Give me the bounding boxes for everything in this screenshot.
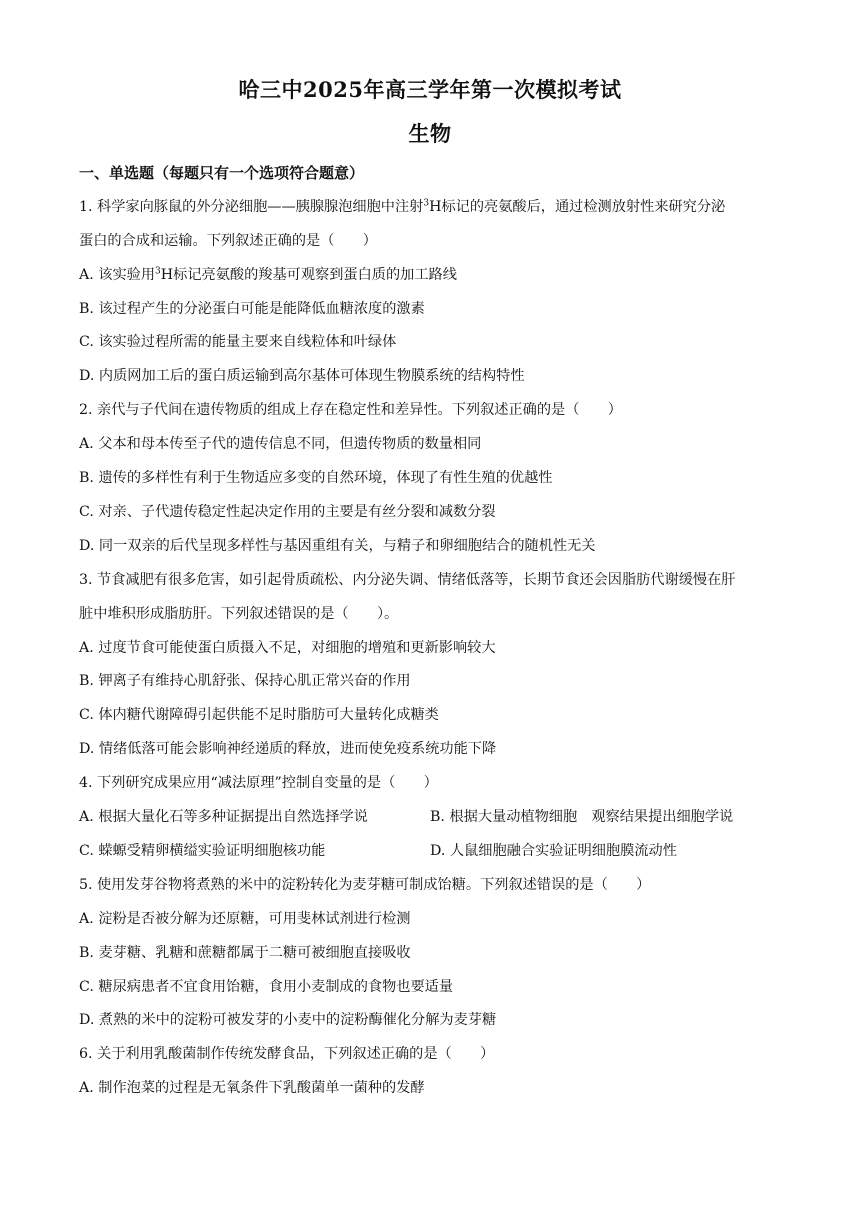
subject-title: 生物 [408, 121, 452, 146]
question-1-option-d: D. 内质网加工后的蛋白质运输到高尔基体可体现生物膜系统的结构特性 [79, 368, 525, 384]
question-2-option-c: C. 对亲、子代遗传稳定性起决定作用的主要是有丝分裂和减数分裂 [79, 504, 496, 520]
question-2-stem: 2. 亲代与子代间在遗传物质的组成上存在稳定性和差异性。下列叙述正确的是（ ） [79, 402, 622, 418]
question-3-option-d: D. 情绪低落可能会影响神经递质的释放，进而使免疫系统功能下降 [79, 741, 497, 757]
question-6-option-a: A. 制作泡菜的过程是无氧条件下乳酸菌单一菌种的发酵 [79, 1080, 425, 1096]
section-heading: 一、单选题（每题只有一个选项符合题意） [79, 164, 365, 182]
exam-title: 哈三中2025年高三学年第一次模拟考试 [238, 77, 622, 102]
question-1-option-a: A. 该实验用$^3$H标记亮氨酸的羧基可观察到蛋白质的加工路线 [79, 266, 457, 283]
question-4-options-row-1 [79, 807, 779, 827]
question-3-stem-line-2: 脏中堆积形成脂肪肝。下列叙述错误的是（ ）。 [79, 606, 399, 622]
question-2-option-d: D. 同一双亲的后代呈现多样性与基因重组有关，与精子和卵细胞结合的随机性无关 [79, 538, 596, 554]
question-6-stem: 6. 关于利用乳酸菌制作传统发酵食品，下列叙述正确的是（ ） [79, 1046, 495, 1062]
question-4-option-b: B. 根据大量动植物细胞 观察结果提出细胞学说 [430, 809, 734, 825]
question-3-option-c: C. 体内糖代谢障碍引起供能不足时脂肪可大量转化成糖类 [79, 707, 439, 723]
question-5-option-d: D. 煮熟的米中的淀粉可被发芽的小麦中的淀粉酶催化分解为麦芽糖 [79, 1012, 497, 1028]
question-1-option-b: B. 该过程产生的分泌蛋白可能是能降低血糖浓度的激素 [79, 301, 425, 317]
question-1-option-c: C. 该实验过程所需的能量主要来自线粒体和叶绿体 [79, 334, 397, 350]
question-1-stem-line-1: 1. 科学家向豚鼠的外分泌细胞——胰腺腺泡细胞中注射$^3$H标记的亮氨酸后，通过检测放射性来研究分泌 [79, 198, 726, 215]
question-5-option-c: C. 糖尿病患者不宜食用饴糖，食用小麦制成的食物也要适量 [79, 979, 454, 995]
question-4-option-c: C. 蝾螈受精卵横缢实验证明细胞核功能 [79, 843, 326, 859]
question-4-option-a: A. 根据大量化石等多种证据提出自然选择学说 [79, 809, 368, 825]
question-4-option-d: D. 人鼠细胞融合实验证明细胞膜流动性 [430, 843, 677, 859]
question-4-options-row-2 [79, 841, 779, 861]
question-5-option-a: A. 淀粉是否被分解为还原糖，可用斐林试剂进行检测 [79, 911, 411, 927]
question-5-option-b: B. 麦芽糖、乳糖和蔗糖都属于二糖可被细胞直接吸收 [79, 945, 411, 961]
question-2-option-a: A. 父本和母本传至子代的遗传信息不同，但遗传物质的数量相同 [79, 436, 482, 452]
question-1-stem-line-2: 蛋白的合成和运输。下列叙述正确的是（ ） [79, 233, 377, 249]
question-3-option-a: A. 过度节食可能使蛋白质摄入不足，对细胞的增殖和更新影响较大 [79, 640, 496, 656]
question-3-option-b: B. 钾离子有维持心肌舒张、保持心肌正常兴奋的作用 [79, 673, 411, 689]
question-5-stem: 5. 使用发芽谷物将煮熟的米中的淀粉转化为麦芽糖可制成饴糖。下列叙述错误的是（ ） [79, 877, 651, 893]
question-4-stem: 4. 下列研究成果应用“减法原理”控制自变量的是（ ） [79, 775, 438, 791]
question-3-stem-line-1: 3. 节食减肥有很多危害，如引起骨质疏松、内分泌失调、情绪低落等，长期节食还会因脂肪代谢缓慢在肝 [79, 572, 736, 588]
question-2-option-b: B. 遗传的多样性有利于生物适应多变的自然环境，体现了有性生殖的优越性 [79, 470, 553, 486]
